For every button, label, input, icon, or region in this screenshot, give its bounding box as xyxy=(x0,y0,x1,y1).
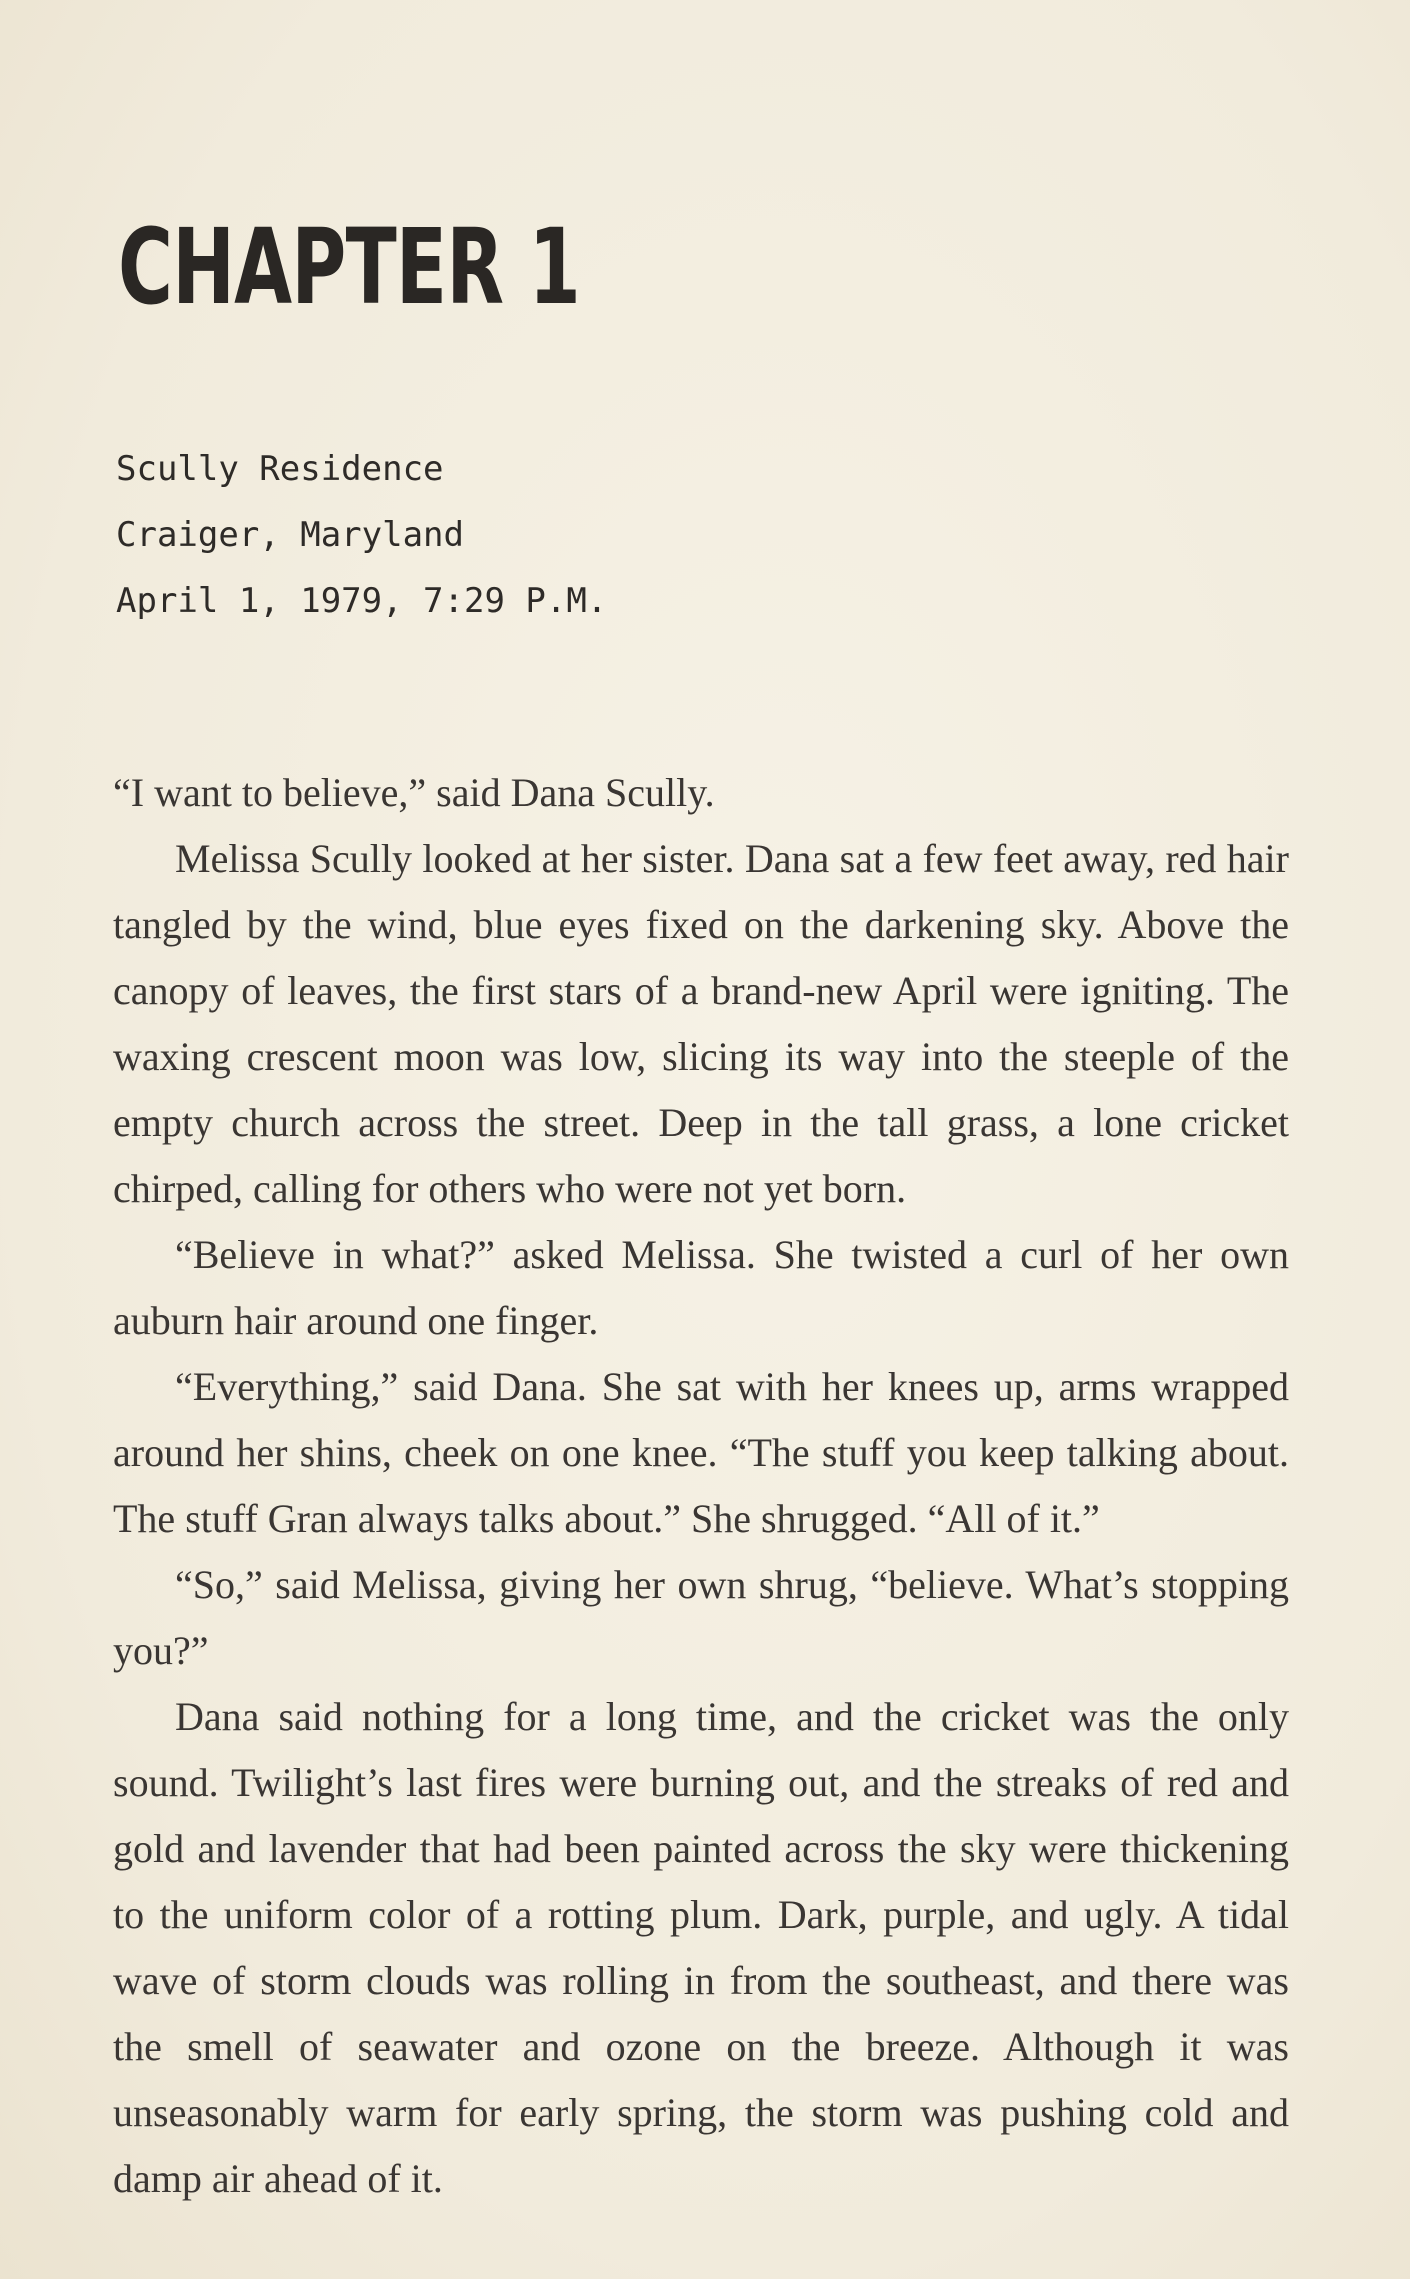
paragraph: “Believe in what?” asked Melissa. She twisted a curl of her own auburn hair around one finger. xyxy=(113,1232,1289,1343)
chapter-body xyxy=(113,760,1289,2212)
dateline-datetime: April 1, 1979, 7:29 P.M. xyxy=(116,581,608,621)
dateline xyxy=(116,436,607,634)
paragraph: Melissa Scully looked at her sister. Dana sat a few feet away, red hair tangled by the wind, blue eyes fixed on the darkening sky. Above the canopy of leaves, the first stars of a brand-new April were igniting. The waxing crescent moon was low, slicing its way into the steeple of the empty church across the street. Deep in the tall grass, a lone cricket chirped, calling for others who were not yet born. xyxy=(113,836,1289,1211)
paragraph: Dana said nothing for a long time, and the cricket was the only sound. Twilight’s last fires were burning out, and the streaks of red and gold and lavender that had been painted across the sky were thickening to the uniform color of a rotting plum. Dark, purple, and ugly. A tidal wave of storm clouds was rolling in from the southeast, and there was the smell of seawater and ozone on the breeze. Although it was unseasonably warm for early spring, the storm was pushing cold and damp air ahead of it. xyxy=(113,1694,1289,2201)
paragraph: “I want to believe,” said Dana Scully. xyxy=(113,770,715,815)
chapter-title: CHAPTER 1 xyxy=(118,206,581,328)
paragraph: “So,” said Melissa, giving her own shrug, “believe. What’s stopping you?” xyxy=(113,1562,1289,1673)
dateline-city: Craiger, Maryland xyxy=(116,515,464,555)
dateline-location: Scully Residence xyxy=(116,449,444,489)
paragraph: “Everything,” said Dana. She sat with her knees up, arms wrapped around her shins, cheek on one knee. “The stuff you keep talking about. The stuff Gran always talks about.” She shrugged. “All of it.” xyxy=(113,1364,1289,1541)
